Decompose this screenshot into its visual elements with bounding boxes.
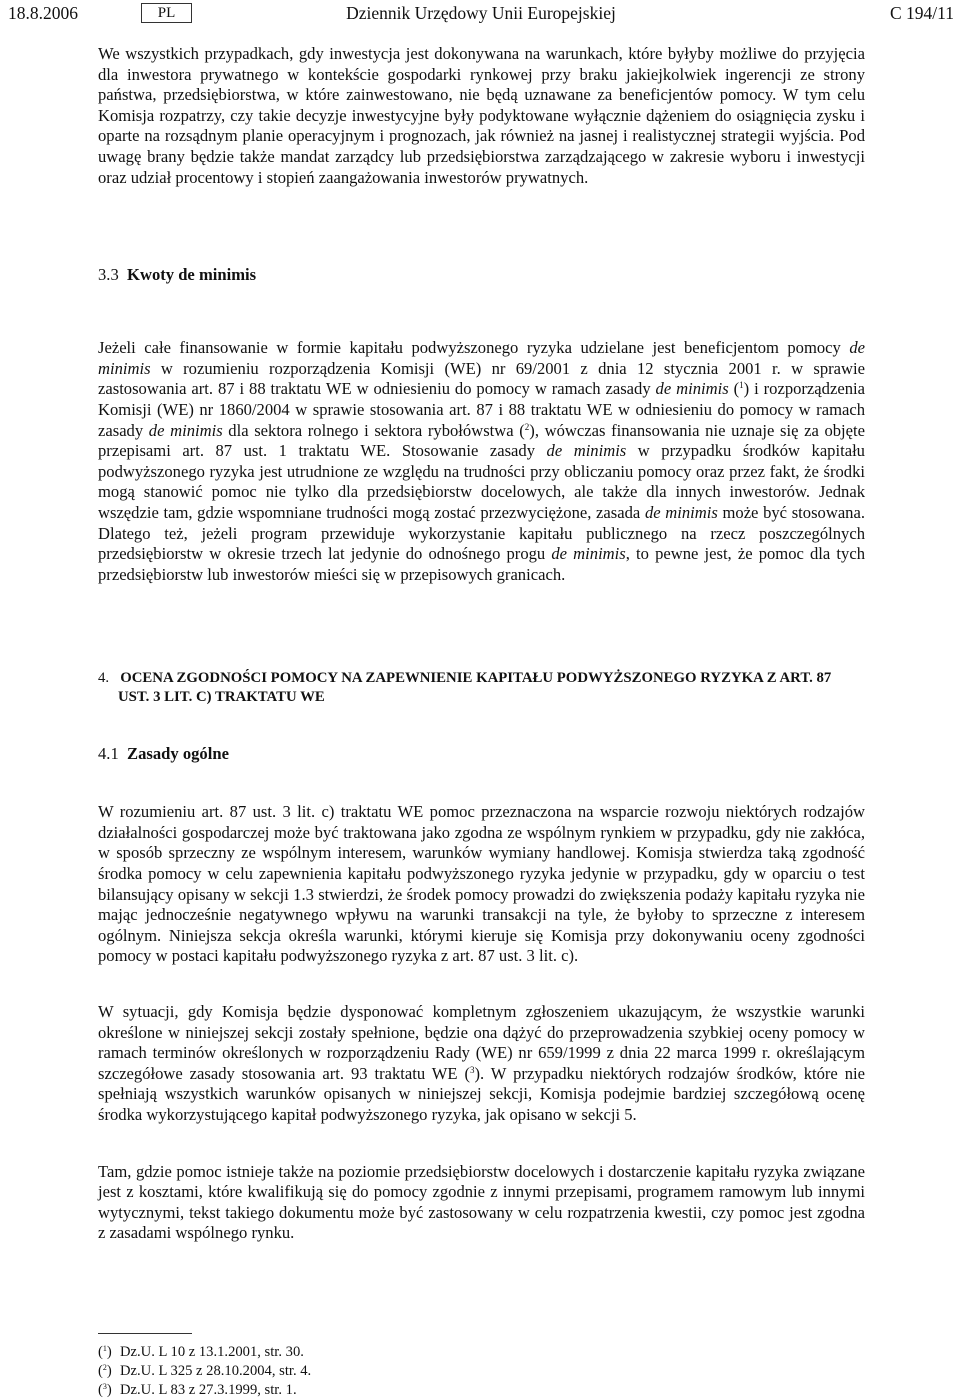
page-number: C 194/11	[889, 3, 954, 23]
paragraph-general-principles: W rozumieniu art. 87 ust. 3 lit. c) traktatu WE pomoc przeznaczona na wsparcie rozwoju niektórych rodzajów działalności gospodarczej może być traktowana jako zgodna ze wspólnym rynkiem w przypadku, gdy nie zakłóca, w sposób sprzeczny ze wspólnym interesem, warunków wymiany handlowej. Komisja stwierdza taką zgodność środka pomocy w celu zapewnienia kapitału podwyższonego ryzyka jedynie w przypadku, gdy w oparciu o test bilansujący opisany w sekcji 1.3 stwierdzi, że środek pomocy prowadzi do zwiększenia podaży kapitału ryzyka nie mając jednocześnie negatywnego wpływu na warunki transakcji na tyle, że byłoby to sprzeczne z interesem ogólnym. Niniejsza sekcja określa warunki, którymi kieruje się Komisja przy dokonywaniu oceny zgodności pomocy w postaci kapitału podwyższonego ryzyka z art. 87 ust. 3 lit. c).	[98, 802, 865, 966]
paragraph-notification: W sytuacji, gdy Komisja będzie dysponować kompletnym zgłoszeniem ukazującym, że wszystkie warunki określone w niniejszej sekcji zostały spełnione, będzie ona dążyć do przeprowadzenia szybkiej oceny pomocy w ramach terminów określonych w rozporządzeniu Rady (WE) nr 659/1999 z dnia 22 marca 1999 r. określającym szczegółowe zasady stosowania art. 93 traktatu WE ($^3$). W przypadku niektórych rodzajów środków, które nie spełniają wszystkich warunków opisanych w niniejszej sekcji, Komisja podejmie bardziej szczegółową ocenę środka wykorzystującego kapitał podwyższonego ryzyka, jak opisano w sekcji 5.	[98, 1002, 865, 1124]
language-badge: PL	[141, 3, 192, 23]
footnote-ref-3[interactable]: 3	[470, 1064, 475, 1075]
page-header	[8, 2, 954, 28]
paragraph-target-level-aid: Tam, gdzie pomoc istnieje także na poziomie przedsiębiorstw docelowych i dostarczenie kapitału ryzyka związane jest z kosztami, które kwalifikują się do pomocy zgodnie z innymi przepisami, programem ramowym lub innymi wytycznymi, tekst takiego dokumentu może być zastosowany w celu rozpatrzenia kwestii, czy pomoc jest zgodna z zasadami wspólnego rynku.	[98, 1161, 865, 1243]
footnotes	[98, 1343, 311, 1400]
footnote-ref-2[interactable]: 2	[524, 421, 530, 432]
header-date: 18.8.2006	[8, 3, 78, 23]
section-heading-4: 4. OCENA ZGODNOŚCI POMOCY NA ZAPEWNIENIE KAPITAŁU PODWYŻSZONEGO RYZYKA Z ART. 87 UST. 3 LIT. C) TRAKTATU WE	[98, 670, 832, 706]
journal-title: Dziennik Urzędowy Unii Europejskiej	[346, 3, 616, 23]
paragraph-private-investor: We wszystkich przypadkach, gdy inwestycja jest dokonywana na warunkach, które byłyby możliwe do przyjęcia dla inwestora prywatnego w kontekście gospodarki rynkowej przy braku jakiejkolwiek ingerencji ze strony państwa, przedsiębiorstwa, w które zainwestowano, nie będą uznawane za beneficjentów pomocy. W tym celu Komisja rozpatrzy, czy takie decyzje inwestycyjne były podyktowane wyłącznie dążeniem do osiągnięcia zysku i oparte na rozsądnym planie operacyjnym i prognozach, jak również na jasnej i realistycznej strategii wyjścia. Pod uwagę brany będzie także mandat zarządcy lub przedsiębiorstwa zarządzającego w zakresie wyboru i inwestycji oraz udział procentowy i stopień zaangażowania inwestorów prywatnych.	[98, 44, 865, 187]
footnote: ($^1$) Dz.U. L 10 z 13.1.2001, str. 30.	[98, 1344, 304, 1360]
footnote: ($^2$) Dz.U. L 325 z 28.10.2004, str. 4.	[98, 1363, 312, 1379]
document-body	[98, 44, 865, 1244]
footnote-separator	[98, 1333, 192, 1334]
section-heading-3-3: 3.3 Kwoty de minimis	[98, 265, 257, 285]
section-heading-4-1: 4.1 Zasady ogólne	[98, 744, 229, 764]
footnote: ($^3$) Dz.U. L 83 z 27.3.1999, str. 1.	[98, 1382, 297, 1398]
footnote-ref-1[interactable]: 1	[739, 380, 744, 391]
paragraph-de-minimis: Jeżeli całe finansowanie w formie kapitału podwyższonego ryzyka udzielane jest beneficjentom pomocy de minimis w rozumieniu rozporządzenia Komisji (WE) nr 69/2001 z dnia 12 stycznia 2001 r. w sprawie zastosowania art. 87 i 88 traktatu WE w odniesieniu do pomocy w ramach zasady de minimis ($^1$) i rozporządzenia Komisji (WE) nr 1860/2004 w sprawie stosowania art. 87 i 88 traktatu WE w odniesieniu do pomocy w ramach zasady de minimis dla sektora rolnego i sektora rybołówstwa ($^2$), wówczas finansowania nie uznaje się za objęte przepisami art. 87 ust. 1 traktatu WE. Stosowanie zasady de minimis w przypadku środków kapitału podwyższonego ryzyka jest utrudnione ze względu na trudności przy obliczaniu pomocy oraz przez fakt, że środki mogą stanowić pomoc nie tylko dla przedsiębiorstw docelowych, ale także dla innych inwestorów. Jednak wszędzie tam, gdzie wspomniane trudności mogą zostać przezwyciężone, zasada de minimis może być stosowana. Dlatego też, jeżeli program przewiduje wykorzystanie kapitału publicznego na rzecz poszczególnych przedsiębiorstw w okresie trzech lat jedynie do odnośnego progu de minimis, to pewne jest, że pomoc dla tych przedsiębiorstw lub inwestorów mieści się w przepisowych granicach.	[98, 338, 866, 584]
